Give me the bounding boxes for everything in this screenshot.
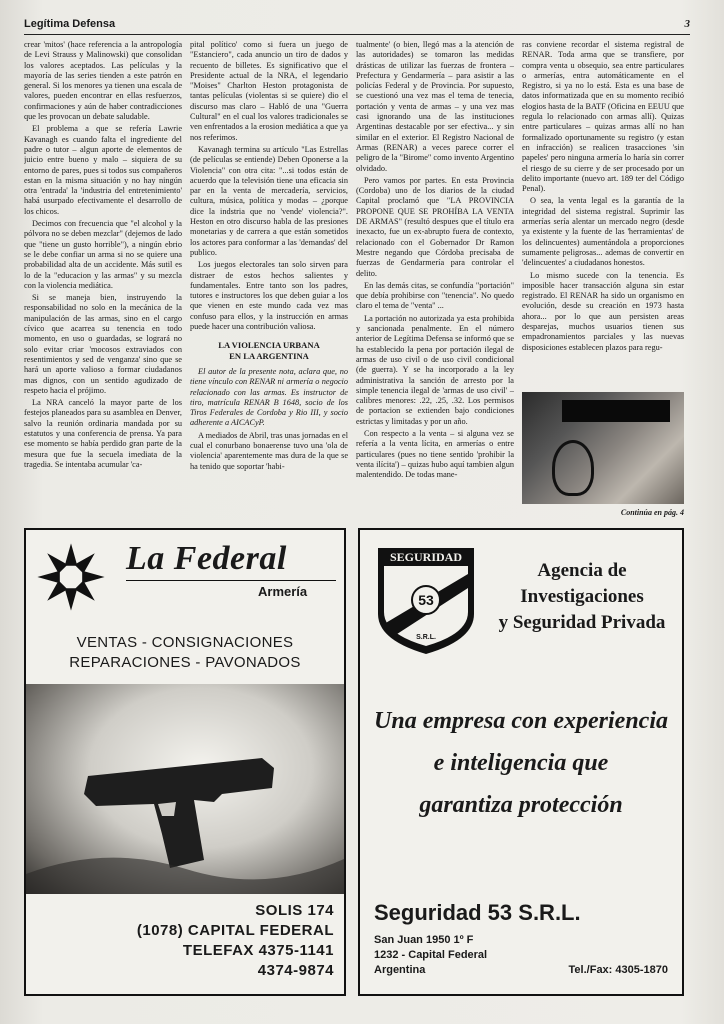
paragraph: pital político' como si fuera un juego de "Estanciero", cada anuncio un tiro de dados y recuento de billetes. Es significativo que el Presidente actual de la NRA, el legendario "Moises" Charlton Heston protagonista de tantas películas (violentas si se quiere) dio el discurso mas claro – Habló de una "Guerra Cultural" en el cual los valores tradicionales se ven enfrentados a la erosion mediática a que ya nos referimos.: [190, 40, 348, 142]
paragraph: Los juegos electorales tan solo sirven para distraer de estos hechos salientes y fundamentales. Entre tanto son los padres, tutores e instructores los que deben guiar a los que vienen en este mundo cada vez mas confuso para ellos, y la instrucción en armas puede hacer una contribución valiosa.: [190, 260, 348, 332]
ad-seguridad-53: [358, 528, 684, 996]
slogan-line: garantiza protección: [419, 792, 623, 818]
agency-title-line: Investigaciones: [520, 586, 644, 607]
services-line: REPARACIONES - PAVONADOS: [69, 654, 301, 671]
slogan-line: Una empresa con experiencia: [374, 708, 668, 734]
paragraph: O sea, la venta legal es la garantía de la integridad del sistema registral. Suprimir las armerías sería alentar un mercado negro (desde ya existente y la fuente de las 'herramientas' de los delincuentes) aumentándola a proporciones sumamente peligrosas... ademas de convertir en 'delincuentes' a ciudadanos honestos.: [522, 196, 684, 268]
paragraph: A mediados de Abril, tras unas jornadas en el cual el conurbano bonaerense tuvo una 'ola de violencia' aparentemente mas dura de la que se ha tenido que soportar 'habi-: [190, 430, 348, 471]
pistol-icon: [26, 684, 344, 894]
pistol-photo: [26, 684, 344, 894]
paragraph: Si se maneja bien, instruyendo la responsabilidad no solo en la mecánica de la manipulación de las armas, sino en el cargo cívico que acarrea su tenencia en todo momento, en uso o guardadas, se logrará no solo evitar criar 'mocosos extraviados con resentimientos y sed de venganza' sino que se hará un aporte valioso a formar ciudadanos mas dignos, con un sentido agudizado de respeto hacia el prójimo.: [24, 293, 182, 395]
store-name: La Federal: [126, 540, 287, 577]
article-column-1: [24, 40, 182, 516]
tattoo-mark: [552, 440, 594, 496]
paragraph: Lo mismo sucede con la tenencia. Es imposible hacer transacción alguna sin estar registrado. El RENAR ha sido un organismo en evolución, desde su creación en 1973 hasta ahora... por lo que aun persisten areas desparejas, muchos usuarios tienen sus empadronamientos parciales y las nuevas disposiciones establecen plazos para regu-: [522, 270, 684, 352]
divider: [126, 580, 336, 581]
paragraph: La portación no autorizada ya esta prohibida y sancionada penalmente. En el número anterior de Legítima Defensa se informó que se ha establecido la pena por portación ilegal de armas de uso civil o de uso civil condicional (de guerra). Y se ha incorporado a la ley administrativa la sanción de arresto por la simple tenencia ilegal de 'armas de uso civil' – calibres menores: .22, .25, .32. Los permisos de portacion se extienden bajo condiciones estrictas y limitadas y por un año.: [356, 313, 514, 426]
address-line: 1232 - Capital Federal: [374, 949, 488, 961]
address-line: Argentina: [374, 964, 426, 976]
slogan-line: e inteligencia que: [433, 750, 609, 776]
agency-title-line: y Seguridad Privada: [498, 612, 666, 633]
paragraph: Kavanagh termina su artículo "Las Estrellas (de películas se entiende) Deben Oponerse a la Violencia" con otra cita: "...si todos están de acuerdo que la televisión tiene una eficacia sin par en la venta de mercadería, servicios, cultura, música, política y modas – ¿porque dice la indstria que no 'vende' violencia?". Heston en otro discurso habla de las presiones monetarias y de carrera a que están sometidos los actores para conformar a las 'demandas' del publico.: [190, 144, 348, 257]
publication-title: Legítima Defensa: [24, 18, 116, 30]
ad-la-federal: [24, 528, 346, 996]
article-photo: [522, 392, 684, 504]
article-column-2: [190, 40, 348, 516]
store-subtitle: Armería: [258, 584, 308, 599]
page-header: [24, 18, 690, 35]
shield-badge-icon: [374, 544, 478, 656]
continued-note: Continúa en pág. 4: [620, 508, 684, 517]
phone-line: 4374-9874: [257, 962, 334, 979]
address-line: (1078) CAPITAL FEDERAL: [136, 922, 334, 939]
censor-bar: [562, 400, 670, 422]
badge-bottom-text: S.R.L.: [416, 634, 436, 641]
badge-top-text: SEGURIDAD: [389, 550, 463, 564]
author-note: El autor de la presente nota, aclara que, no tiene vínculo con RENAR ni armería o negocio relacionado con las armas. Es instructor de tiro, matrícula RENAR B 1648, socio de los Tiros Federales de Cordoba y Rio III, y socio adherente a AICACyP.: [190, 366, 348, 428]
subheading-line: EN LA ARGENTINA: [229, 350, 309, 361]
section-subheading: [190, 340, 348, 361]
telefax-line: TELEFAX 4375-1141: [182, 942, 334, 959]
paragraph: Pero vamos por partes. En esta Provincia (Cordoba) uno de los diarios de la ciudad Capital proclamó que "LA PROVINCIA PROPONE QUE SE PROHÍBA LA VENTA DE ARMAS" (resultó despues que el título era inexacto, fue un ex-abrupto fuera de contexto, relacionado con el Gobernador Dr Ramon Mestre negando que Córdoba precisaba de fuerzas de Gendarmería para controlar el delito.: [356, 175, 514, 278]
paragraph: ras conviene recordar el sistema registral de RENAR. Toda arma que se transfiere, por compra venta u obsequio, sea entre particulares o armerías, entra automáticamente en el Registro, si ya no lo está. Esta es una base de datos informatizada que en su momento recibió elogios hasta de la BATF (Oficina en EEUU que regula lo relacionado con armas allí). Quizas entre particulares – quizas armas allí no han formalizado oportunamente su registro (y estan en infracción) se realicen trasacciones 'sin papeles' pero ninguna armería lo haría sin correr el riesgo de su cierre y de ser procesado por un delito importante (nuevo art. 189 ter del Código Penal).: [522, 40, 684, 194]
address-line: SOLIS 174: [255, 902, 334, 919]
article-column-4: [522, 40, 684, 386]
agency-title-line: Agencia de: [537, 560, 627, 581]
paragraph: tualmente' (o bien, llegó mas a la atención de las autoridades) se tomaron las medidas drásticas de utilizar las fuerzas de frontera – Prefectura y Gendarmería – para asistir a las policías Federal y de Provincia. Por supuesto, se cuestionó una vez mas el tema de tenecia, portación y venta de armas – y una vez mas casi ignorando una de las instituciones Argentinas destacable por ser efectiva... y sin similar en el exterior. El Registro Nacional de Armas (RENAR) a veces parece correr el peligro de la "Birome" como invento Argentino olvidado.: [356, 40, 514, 173]
paragraph: En las demás citas, se confundía "portación" que debía prohibirse con "tenencia". No quedo claro el tema de "venta" ...: [356, 280, 514, 311]
subheading-line: LA VIOLENCIA URBANA: [218, 340, 320, 351]
paragraph: El problema a que se refería Lawrie Kavanagh es cuando falta el ingrediente del padre o tutor – algun aporte de elementos de juicio entre bueno y malo – siquiera de su entorno de pares, pues si todos sus compañeros estan en la misma situación y no hay ningún otra 'entrada' la 'industria del entretenimiento' habá usurpado efectivamente el desarrollo de los chicos.: [24, 124, 182, 216]
page-number: 3: [684, 18, 690, 30]
telfax-line: Tel./Fax: 4305-1870: [568, 964, 668, 976]
badge-number: 53: [418, 592, 434, 608]
star-logo-icon: [36, 542, 106, 612]
paragraph: La NRA canceló la mayor parte de los festejos planeados para su asamblea en Denver, salvo la reunión ordinaria mandada por su estatutos y una conferencia de prensa. Ya para ese momento se había perdido gran parte de la mesura que fue la secuela imediata de la tragedia. Se intentaba acumular 'ca-: [24, 398, 182, 469]
article-column-3: [356, 40, 514, 516]
address-line: San Juan 1950 1º F: [374, 934, 474, 946]
services-line: VENTAS - CONSIGNACIONES: [76, 634, 294, 651]
paragraph: crear 'mitos' (hace referencia a la antropología de Levi Strauss y Malinowski) que consolidan los valores aceptados. Las películas y la mayoría de las series tienden a este patrón en general. Si los menores ya tienen una escala de valores, pueden encontrar en ellas resfuerzos, confirmaciones y aún de haber contradicciones que les provocan un debate saludable.: [24, 40, 182, 122]
company-name: Seguridad 53 S.R.L.: [374, 900, 581, 925]
paragraph: Con respecto a la venta – si alguna vez se refería a la venta lícita, en armerías o entre particulares (pues no tiene sentido 'prohibir la venta ilícita') – quizas hubo aquí tambien algun malentendido. De todas mane-: [356, 428, 514, 480]
paragraph: Decimos con frecuencia que "el alcohol y la pólvora no se deben mezclar" (dejemos de lado que "tiene un gusto horrible"), a ningún ebrio se le debe confiar un arma si no se quiere una probabilidad alta de un accidente. Más sutil es lo de la "educacion y las armas" y su mezcla con la violencia mediática.: [24, 219, 182, 290]
